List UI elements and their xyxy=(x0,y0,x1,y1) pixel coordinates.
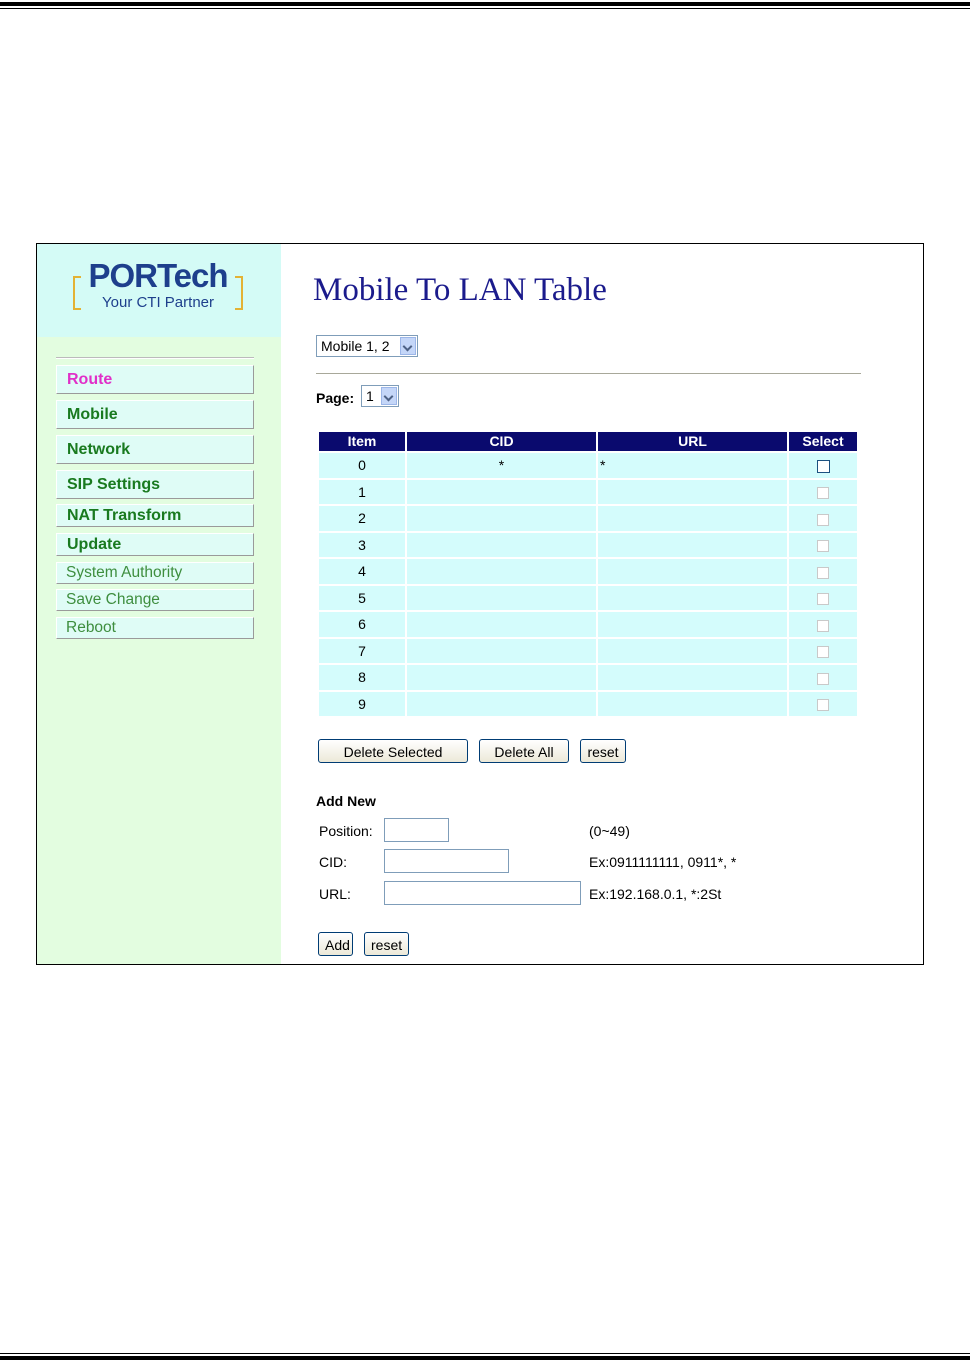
chevron-down-icon[interactable] xyxy=(400,337,416,355)
cell-cid xyxy=(407,559,596,584)
sidebar-item-update[interactable]: Update xyxy=(56,533,254,556)
sidebar-item-route[interactable]: Route xyxy=(56,365,254,394)
cell-select xyxy=(789,586,857,611)
cell-url-text xyxy=(598,537,600,553)
cell-item: 9 xyxy=(319,692,405,717)
cell-url-text xyxy=(598,510,600,526)
cell-item: 7 xyxy=(319,639,405,664)
cell-url xyxy=(598,559,787,584)
url-input[interactable] xyxy=(384,881,581,905)
add-button[interactable]: Add xyxy=(318,932,353,956)
cell-url-text xyxy=(598,616,600,632)
table-row xyxy=(319,480,857,505)
cell-select xyxy=(789,665,857,690)
table-row xyxy=(319,453,857,478)
column-header-item: Item xyxy=(319,432,405,451)
cid-input[interactable] xyxy=(384,849,509,873)
top-page-rule xyxy=(0,2,970,9)
cell-url-text xyxy=(598,696,600,712)
row-select-checkbox[interactable] xyxy=(817,460,830,473)
row-select-checkbox-disabled xyxy=(817,540,829,552)
cell-url xyxy=(598,480,787,505)
cell-cid xyxy=(407,586,596,611)
table-row xyxy=(319,692,857,717)
cell-url xyxy=(598,639,787,664)
column-header-url: URL xyxy=(598,432,787,451)
row-select-checkbox-disabled xyxy=(817,620,829,632)
add-new-heading: Add New xyxy=(316,793,376,809)
cell-select xyxy=(789,559,857,584)
cell-select xyxy=(789,480,857,505)
sidebar-item-system-authority[interactable]: System Authority xyxy=(56,562,254,584)
delete-all-button[interactable]: Delete All xyxy=(479,739,569,763)
mobile-select[interactable] xyxy=(316,335,418,357)
cid-hint: Ex:0911111111, 0911*, * xyxy=(589,854,737,870)
cell-url xyxy=(598,586,787,611)
chevron-down-icon[interactable] xyxy=(381,387,397,405)
cid-label: CID: xyxy=(319,854,347,870)
row-select-checkbox-disabled xyxy=(817,593,829,605)
cell-url-text xyxy=(598,590,600,606)
cell-item: 0 xyxy=(319,453,405,478)
cell-cid xyxy=(407,533,596,558)
delete-selected-button[interactable]: Delete Selected xyxy=(318,739,468,763)
logo-bracket-left-icon xyxy=(73,276,81,310)
sidebar-item-save-change[interactable]: Save Change xyxy=(56,589,254,611)
screenshot-frame xyxy=(36,243,924,965)
cell-cid xyxy=(407,506,596,531)
cell-cid xyxy=(407,692,596,717)
cell-item: 2 xyxy=(319,506,405,531)
column-header-cid: CID xyxy=(407,432,596,451)
cell-cid xyxy=(407,639,596,664)
menu-divider xyxy=(56,357,254,359)
cell-url xyxy=(598,665,787,690)
sidebar-menu xyxy=(56,357,254,636)
table-row xyxy=(319,639,857,664)
cell-url-text xyxy=(598,484,600,500)
cell-item: 6 xyxy=(319,612,405,637)
portech-logo xyxy=(73,258,243,316)
cell-item: 3 xyxy=(319,533,405,558)
table-row xyxy=(319,506,857,531)
cell-cid xyxy=(407,480,596,505)
cell-select xyxy=(789,533,857,558)
row-select-checkbox-disabled xyxy=(817,514,829,526)
cell-url-text xyxy=(598,563,600,579)
table-row xyxy=(319,533,857,558)
table-row xyxy=(319,559,857,584)
reset-table-button[interactable]: reset xyxy=(580,739,626,763)
logo-brand-name: PORTech xyxy=(88,257,228,294)
cell-cid xyxy=(407,665,596,690)
sidebar-item-nat-transform[interactable]: NAT Transform xyxy=(56,504,254,527)
row-select-checkbox-disabled xyxy=(817,699,829,711)
position-label: Position: xyxy=(319,823,373,839)
reset-form-button[interactable]: reset xyxy=(364,932,409,956)
table-row xyxy=(319,586,857,611)
page-select[interactable] xyxy=(361,385,399,407)
page-label: Page: xyxy=(316,390,355,406)
table-row xyxy=(319,612,857,637)
sidebar-item-reboot[interactable]: Reboot xyxy=(56,617,254,639)
position-hint: (0~49) xyxy=(589,823,630,839)
page-select-value: 1 xyxy=(366,388,374,404)
logo-tagline: Your CTI Partner xyxy=(102,294,214,311)
cell-item: 5 xyxy=(319,586,405,611)
logo-area xyxy=(37,244,281,337)
cell-cid: * xyxy=(407,453,596,478)
logo-bracket-right-icon xyxy=(235,276,243,310)
row-select-checkbox-disabled xyxy=(817,567,829,579)
cell-url-text: * xyxy=(600,457,606,474)
url-hint: Ex:192.168.0.1, *:2St xyxy=(589,886,722,902)
table-header-row xyxy=(319,432,857,451)
position-input[interactable] xyxy=(384,818,449,842)
table-row xyxy=(319,665,857,690)
sidebar-item-sip-settings[interactable]: SIP Settings xyxy=(56,470,254,499)
cell-cid xyxy=(407,612,596,637)
bottom-page-rule xyxy=(0,1353,970,1360)
row-select-checkbox-disabled xyxy=(817,487,829,499)
cell-url xyxy=(598,453,787,478)
cell-item: 4 xyxy=(319,559,405,584)
sidebar xyxy=(37,244,281,964)
url-label: URL: xyxy=(319,886,351,902)
sidebar-item-mobile[interactable]: Mobile xyxy=(56,400,254,429)
section-divider xyxy=(316,373,861,375)
cell-url xyxy=(598,692,787,717)
route-table xyxy=(317,430,859,718)
sidebar-item-network[interactable]: Network xyxy=(56,435,254,464)
cell-url xyxy=(598,612,787,637)
page-title: Mobile To LAN Table xyxy=(313,272,607,308)
table-body xyxy=(319,453,857,716)
cell-item: 8 xyxy=(319,665,405,690)
cell-item: 1 xyxy=(319,480,405,505)
cell-select xyxy=(789,692,857,717)
row-select-checkbox-disabled xyxy=(817,673,829,685)
cell-url xyxy=(598,533,787,558)
mobile-select-value: Mobile 1, 2 xyxy=(321,338,390,354)
cell-select xyxy=(789,612,857,637)
cell-select xyxy=(789,453,857,478)
cell-select xyxy=(789,506,857,531)
main-content xyxy=(281,244,923,964)
cell-select xyxy=(789,639,857,664)
cell-url-text xyxy=(598,643,600,659)
cell-url xyxy=(598,506,787,531)
row-select-checkbox-disabled xyxy=(817,646,829,658)
cell-url-text xyxy=(598,669,600,685)
column-header-select: Select xyxy=(789,432,857,451)
